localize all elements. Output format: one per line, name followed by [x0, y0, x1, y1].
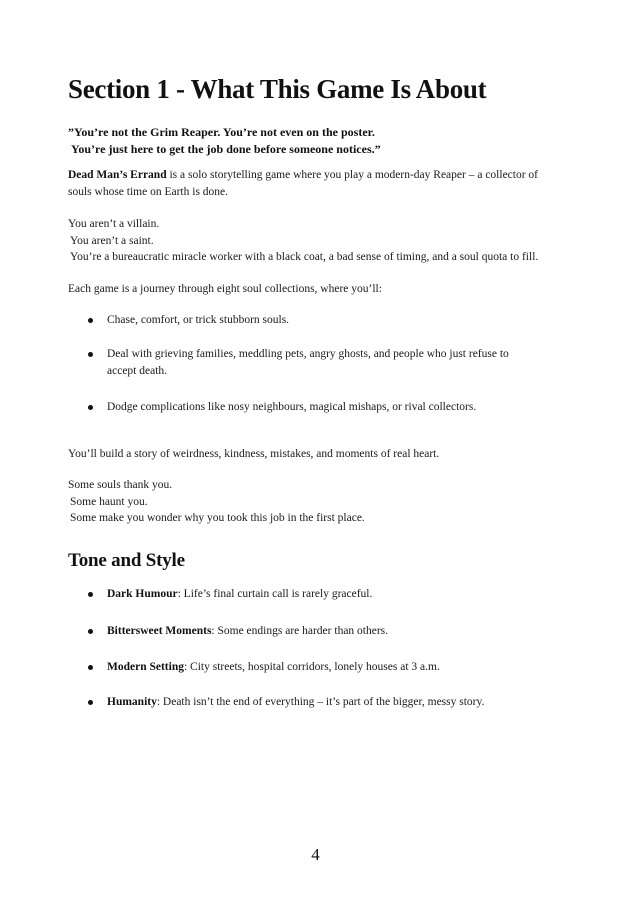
page-number: 4	[311, 845, 320, 864]
list-item: Humanity: Death isn’t the end of everything – it’s part of the bigger, messy story.	[68, 694, 538, 711]
bullet-dot	[88, 405, 93, 410]
epigraph-quote	[68, 124, 381, 157]
bullet-dot	[88, 592, 93, 597]
section-title: Section 1 - What This Game Is About	[68, 74, 487, 104]
intro-paragraph	[68, 167, 563, 200]
bullet-dot	[88, 318, 93, 323]
identity-line-1: You aren’t a villain.	[68, 218, 160, 230]
list-item: Modern Setting: City streets, hospital corridors, lonely houses at 3 a.m.	[68, 659, 538, 676]
intro-text: is a solo storytelling game where you play a modern-day Reaper – a collector of souls whose time on Earth is done.	[68, 169, 539, 198]
list-item: Dodge complications like nosy neighbours, magical mishaps, or rival collectors.	[68, 399, 538, 416]
souls-line-2: Some haunt you.	[70, 495, 148, 508]
bullet-dot	[88, 352, 93, 357]
identity-line-2: You aren’t a saint.	[70, 234, 154, 247]
bullet-dot	[88, 700, 93, 705]
journey-intro: Each game is a journey through eight soul collections, where you’ll:	[68, 283, 382, 295]
quote-line-2: You’re just here to get the job done before someone notices.”	[71, 141, 381, 156]
bullet-dot	[88, 629, 93, 634]
tone-style-heading: Tone and Style	[68, 550, 185, 571]
list-item: Dark Humour: Life’s final curtain call is rarely graceful.	[68, 586, 538, 603]
souls-paragraph	[68, 477, 568, 527]
bullet-dot	[88, 665, 93, 670]
tone-label: Modern Setting	[107, 661, 184, 673]
identity-line-3: You’re a bureaucratic miracle worker with a black coat, a bad sense of timing, and a soul quota to fill.	[70, 251, 539, 263]
story-paragraph: You’ll build a story of weirdness, kindness, mistakes, and moments of real heart.	[68, 448, 440, 460]
quote-line-1: ”You’re not the Grim Reaper. You’re not even on the poster.	[68, 125, 375, 139]
souls-line-3: Some make you wonder why you took this job in the first place.	[70, 512, 365, 524]
game-title: Dead Man’s Errand	[68, 169, 167, 181]
list-item: Deal with grieving families, meddling pets, angry ghosts, and people who just refuse to accept death.	[68, 346, 538, 379]
tone-label: Dark Humour	[107, 588, 178, 600]
identity-paragraph	[68, 216, 568, 266]
tone-label: Humanity	[107, 696, 157, 708]
list-item: Bittersweet Moments: Some endings are harder than others.	[68, 623, 538, 640]
souls-line-1: Some souls thank you.	[68, 479, 173, 491]
tone-label: Bittersweet Moments	[107, 625, 212, 637]
list-item: Chase, comfort, or trick stubborn souls.	[68, 312, 538, 329]
